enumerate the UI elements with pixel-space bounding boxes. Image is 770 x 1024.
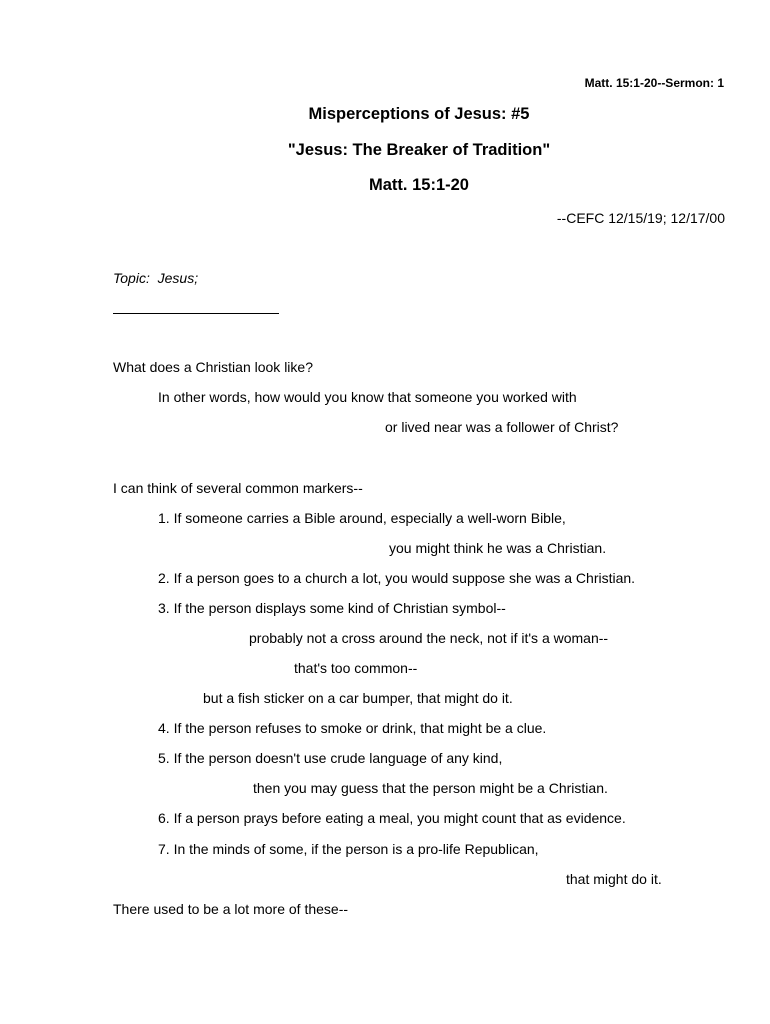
- list-item: 7. In the minds of some, if the person is a pro-life Republican,: [158, 841, 539, 857]
- delivery-dates: --CEFC 12/15/19; 12/17/00: [556, 210, 725, 226]
- body-line: In other words, how would you know that someone you worked with: [158, 389, 577, 405]
- list-item-continuation: but a fish sticker on a car bumper, that might do it.: [203, 690, 513, 706]
- body-line: There used to be a lot more of these--: [113, 901, 349, 917]
- body-line: or lived near was a follower of Christ?: [385, 419, 619, 435]
- scripture-reference: Matt. 15:1-20: [369, 176, 469, 194]
- separator-rule: [113, 313, 279, 314]
- list-item: 3. If the person displays some kind of Christian symbol--: [158, 600, 506, 616]
- topic-line: Topic: Jesus;: [113, 270, 199, 286]
- sermon-series-title: Misperceptions of Jesus: #5: [308, 105, 530, 123]
- list-item: 6. If a person prays before eating a meal, you might count that as evidence.: [158, 810, 626, 826]
- list-item-continuation: you might think he was a Christian.: [389, 540, 607, 556]
- list-item: 1. If someone carries a Bible around, especially a well-worn Bible,: [158, 510, 566, 526]
- list-item-continuation: that's too common--: [294, 660, 418, 676]
- running-header: Matt. 15:1-20--Sermon: 1: [584, 76, 724, 90]
- sermon-title: "Jesus: The Breaker of Tradition": [287, 141, 551, 159]
- body-line: I can think of several common markers--: [113, 480, 363, 496]
- list-item: 4. If the person refuses to smoke or drink, that might be a clue.: [158, 720, 547, 736]
- list-item: 2. If a person goes to a church a lot, you would suppose she was a Christian.: [158, 570, 636, 586]
- list-item-continuation: then you may guess that the person might be a Christian.: [253, 780, 608, 796]
- list-item-continuation: probably not a cross around the neck, not if it's a woman--: [249, 630, 609, 646]
- body-line: What does a Christian look like?: [113, 359, 313, 375]
- list-item: 5. If the person doesn't use crude language of any kind,: [158, 750, 503, 766]
- list-item-continuation: that might do it.: [566, 871, 662, 887]
